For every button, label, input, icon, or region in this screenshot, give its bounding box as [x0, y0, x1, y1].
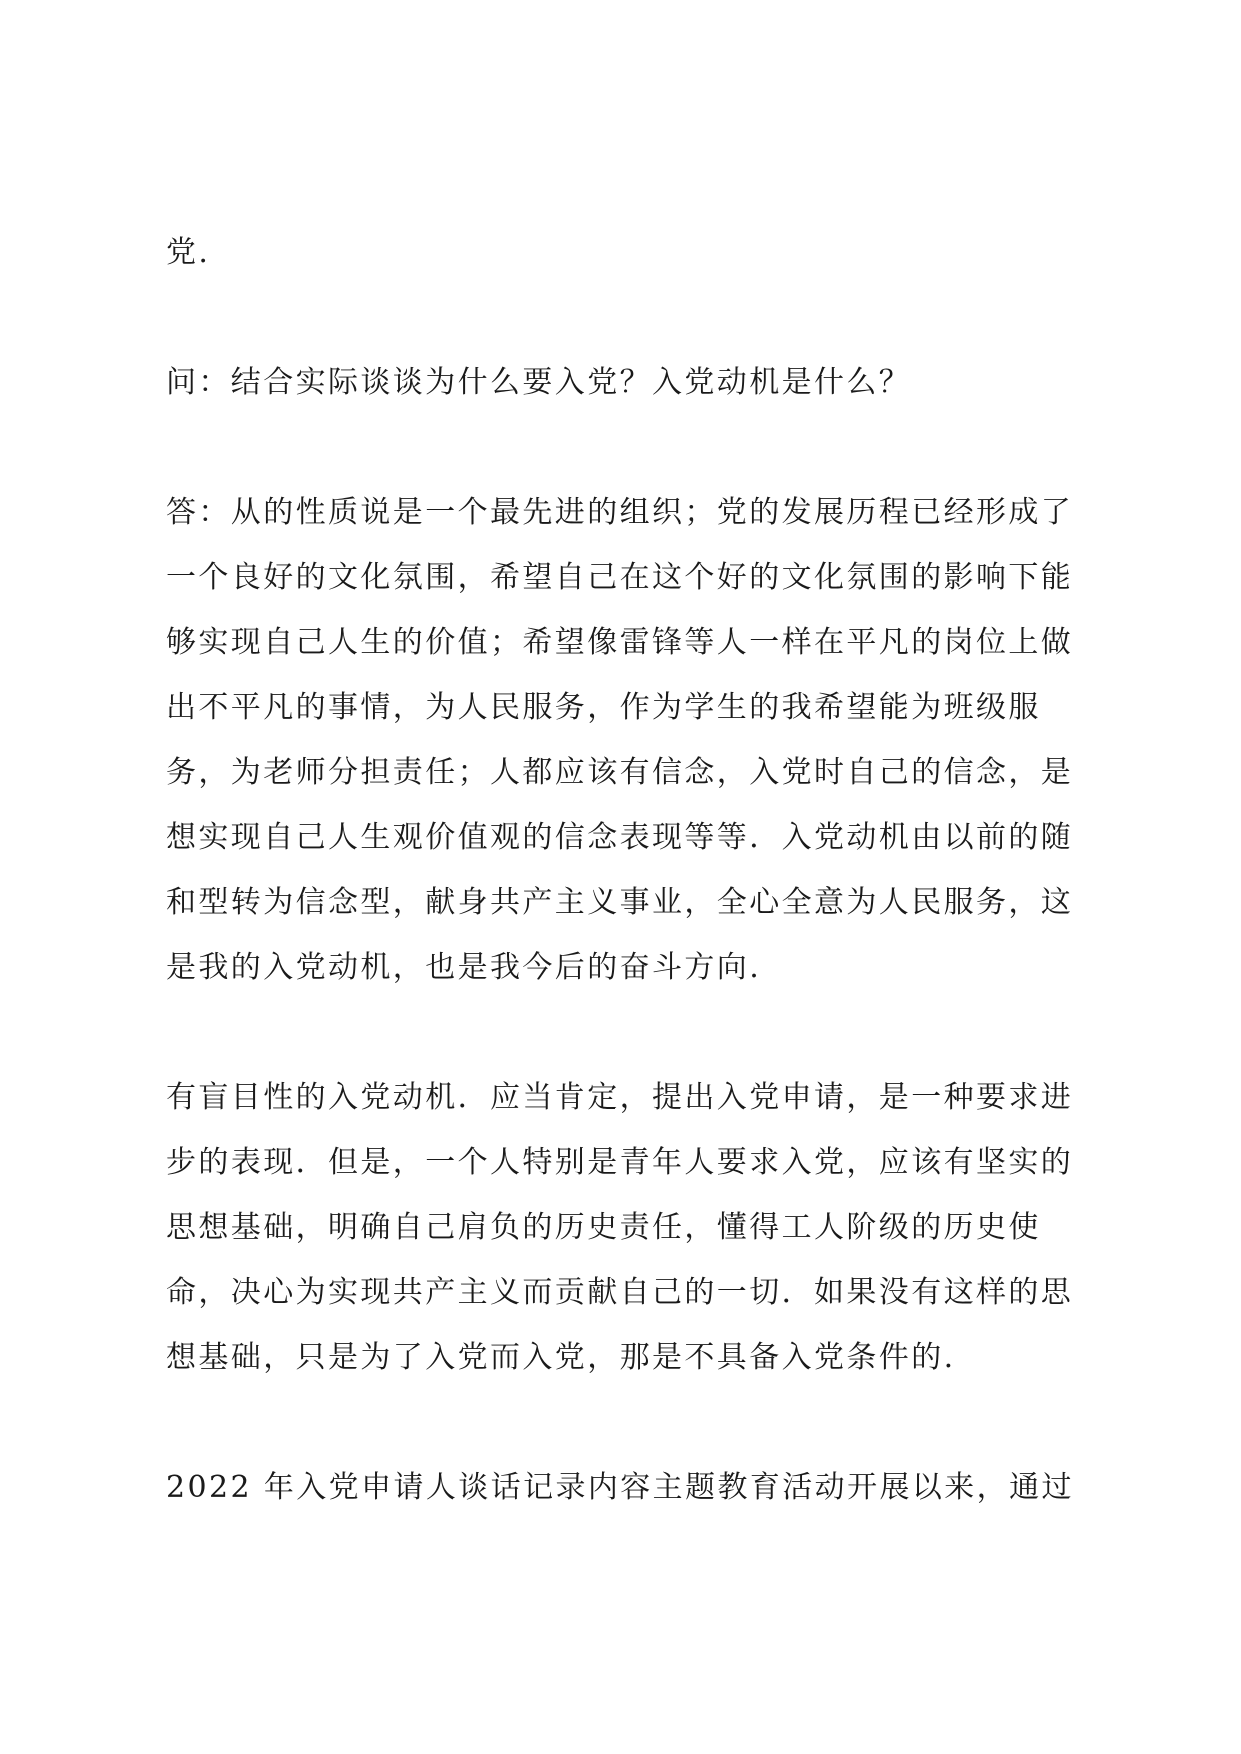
record-line: 2022 年入党申请人谈话记录内容主题教育活动开展以来，通过 — [166, 1470, 1074, 1505]
blind-motive-line-3: 思想基础，明确自己肩负的历史责任，懂得工人阶级的历史使 — [166, 1210, 1041, 1245]
answer-line-2: 一个良好的文化氛围，希望自己在这个好的文化氛围的影响下能 — [166, 560, 1074, 595]
answer-line-6: 想实现自己人生观价值观的信念表现等等．入党动机由以前的随 — [166, 820, 1074, 855]
blind-motive-line-1: 有盲目性的入党动机．应当肯定，提出入党申请，是一种要求进 — [166, 1080, 1074, 1115]
blind-motive-line-5: 想基础，只是为了入党而入党，那是不具备入党条件的. — [166, 1340, 956, 1375]
answer-line-5: 务，为老师分担责任；人都应该有信念，入党时自己的信念，是 — [166, 755, 1074, 790]
answer-line-8: 是我的入党动机，也是我今后的奋斗方向. — [166, 950, 762, 985]
blind-motive-line-2: 步的表现．但是，一个人特别是青年人要求入党，应该有坚实的 — [166, 1145, 1074, 1180]
answer-line-3: 够实现自己人生的价值；希望像雷锋等人一样在平凡的岗位上做 — [166, 625, 1074, 660]
question-line: 问：结合实际谈谈为什么要入党？入党动机是什么？ — [166, 365, 912, 400]
answer-line-4: 出不平凡的事情，为人民服务，作为学生的我希望能为班级服 — [166, 690, 1041, 725]
blind-motive-line-4: 命，决心为实现共产主义而贡献自己的一切．如果没有这样的思 — [166, 1275, 1074, 1310]
answer-line-7: 和型转为信念型，献身共产主义事业，全心全意为人民服务，这 — [166, 885, 1074, 920]
continuation-line: 党. — [166, 235, 211, 270]
answer-line-1: 答：从的性质说是一个最先进的组织；党的发展历程已经形成了 — [166, 495, 1074, 530]
